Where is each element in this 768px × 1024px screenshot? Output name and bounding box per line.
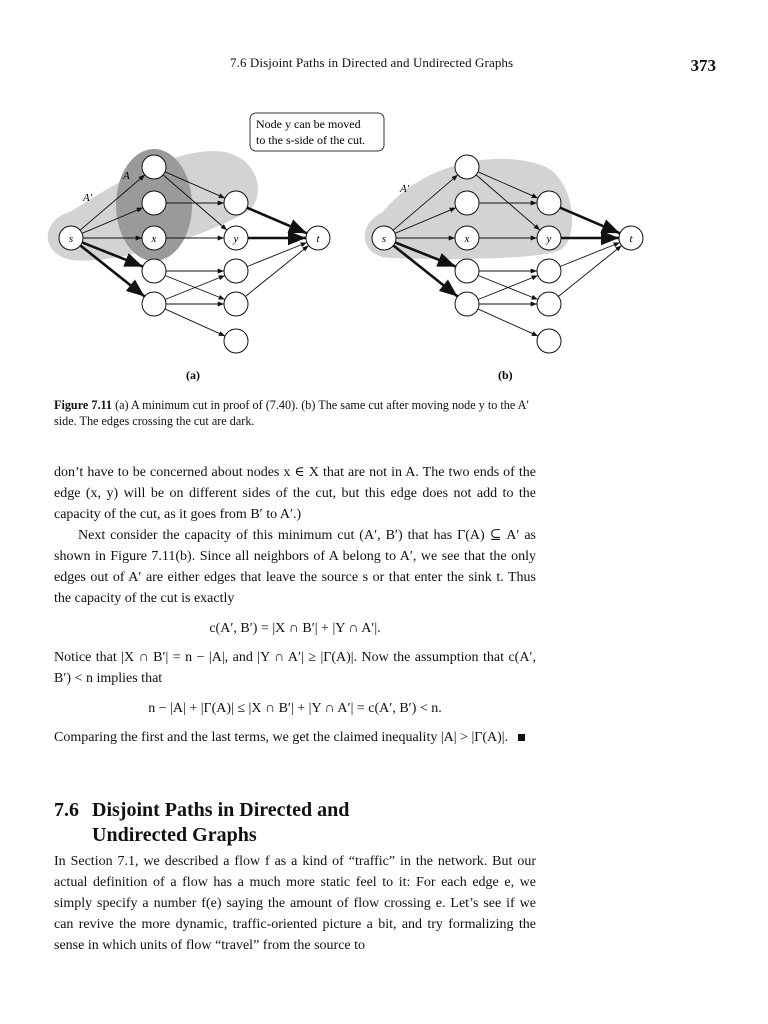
node-r3 <box>224 259 248 283</box>
node-r1 <box>224 191 248 215</box>
label-a-prime-a: A′ <box>83 192 93 204</box>
node-label-s: s <box>381 233 387 245</box>
qed-symbol <box>518 734 525 741</box>
equation-2: n − |A| + |Γ(A)| ≤ |X ∩ B′| + |Y ∩ A′| = c(A′, B′) < n. <box>148 701 442 716</box>
paragraph-3: Notice that |X ∩ B′| = n − |A|, and |Y ∩ A′| ≥ |Γ(A)|. Now the assumption that c(A′, B′) < n implies that <box>54 650 536 686</box>
section-title-line2: Undirected Graphs <box>92 824 257 846</box>
edge-r4-t <box>245 246 308 297</box>
node-r5 <box>224 329 248 353</box>
callout-line2: to the s-side of the cut. <box>256 133 366 147</box>
callout-line1: Node y can be moved <box>256 117 361 131</box>
label-a: A <box>123 170 130 182</box>
figure-caption <box>54 397 544 429</box>
node-l1 <box>455 155 479 179</box>
equation-1: c(A′, B′) = |X ∩ B′| + |Y ∩ A′|. <box>209 621 381 636</box>
node-label-x: x <box>464 233 470 245</box>
label-a-prime-b: A′ <box>400 183 410 195</box>
section-title-line1: Disjoint Paths in Directed and <box>92 799 350 821</box>
node-label-t: t <box>316 233 320 245</box>
node-label-s: s <box>68 233 74 245</box>
callout-box <box>250 113 384 151</box>
node-l2 <box>455 191 479 215</box>
node-label-t: t <box>629 233 633 245</box>
paragraph-4 <box>54 727 536 748</box>
node-l3 <box>455 259 479 283</box>
node-l1 <box>142 155 166 179</box>
paragraph-1: don’t have to be concerned about nodes x ∈ X that are not in A. The two ends of the edge (x, y) will be on different sides of the cut, but this edge does not add to the capacity of the cut, as it goes from B′ to A′.) <box>54 465 536 522</box>
caption-text: (a) A minimum cut in proof of (7.40). (b) The same cut after moving node y to the A′ side. The edges crossing the cut are dark. <box>54 398 530 428</box>
paragraph-4-text: Comparing the first and the last terms, we get the claimed inequality |A| > |Γ(A)|. <box>54 730 509 745</box>
node-label-y: y <box>233 233 239 245</box>
panel-a <box>48 149 330 382</box>
node-r1 <box>537 191 561 215</box>
panel-b-label: (b) <box>498 368 513 382</box>
node-l4 <box>455 292 479 316</box>
body-text-block <box>54 462 536 748</box>
page-number: 373 <box>690 56 716 75</box>
caption-label: Figure 7.11 <box>54 398 113 412</box>
edge-l4-r5 <box>478 309 538 336</box>
node-l3 <box>142 259 166 283</box>
node-r4 <box>537 292 561 316</box>
edge-r4-t <box>558 246 621 297</box>
panel-b <box>365 155 643 382</box>
node-r5 <box>537 329 561 353</box>
running-head: 7.6 Disjoint Paths in Directed and Undirected Graphs <box>230 55 514 70</box>
node-r4 <box>224 292 248 316</box>
section-paragraph: In Section 7.1, we described a flow f as a kind of “traffic” in the network. But our actual definition of a flow has a much more static feel to it: For each edge e, we simply specify a number f(e) saying the amount of flow crossing e. Let’s see if we can revive the more dynamic, traffic-oriented picture a bit, and try formalizing the sense in which units of flow “travel” from the source to <box>54 854 536 953</box>
node-r3 <box>537 259 561 283</box>
panel-a-label: (a) <box>186 368 200 382</box>
node-label-x: x <box>151 233 157 245</box>
node-label-y: y <box>546 233 552 245</box>
section-heading <box>54 798 349 848</box>
edge-r1-t <box>247 208 307 234</box>
node-l4 <box>142 292 166 316</box>
edge-l4-r5 <box>165 309 225 336</box>
node-l2 <box>142 191 166 215</box>
paragraph-2: Next consider the capacity of this minimum cut (A′, B′) that has Γ(A) ⊆ A′ as shown in Figure 7.11(b). Since all neighbors of A belong to A′, we see that the only edges out of A′ are either edges that leave the source s or that enter the sink t. Thus the capacity of the cut is exactly <box>54 528 536 606</box>
section-body <box>54 851 536 956</box>
figure-7-11 <box>0 100 768 385</box>
section-number: 7.6 <box>54 799 79 821</box>
